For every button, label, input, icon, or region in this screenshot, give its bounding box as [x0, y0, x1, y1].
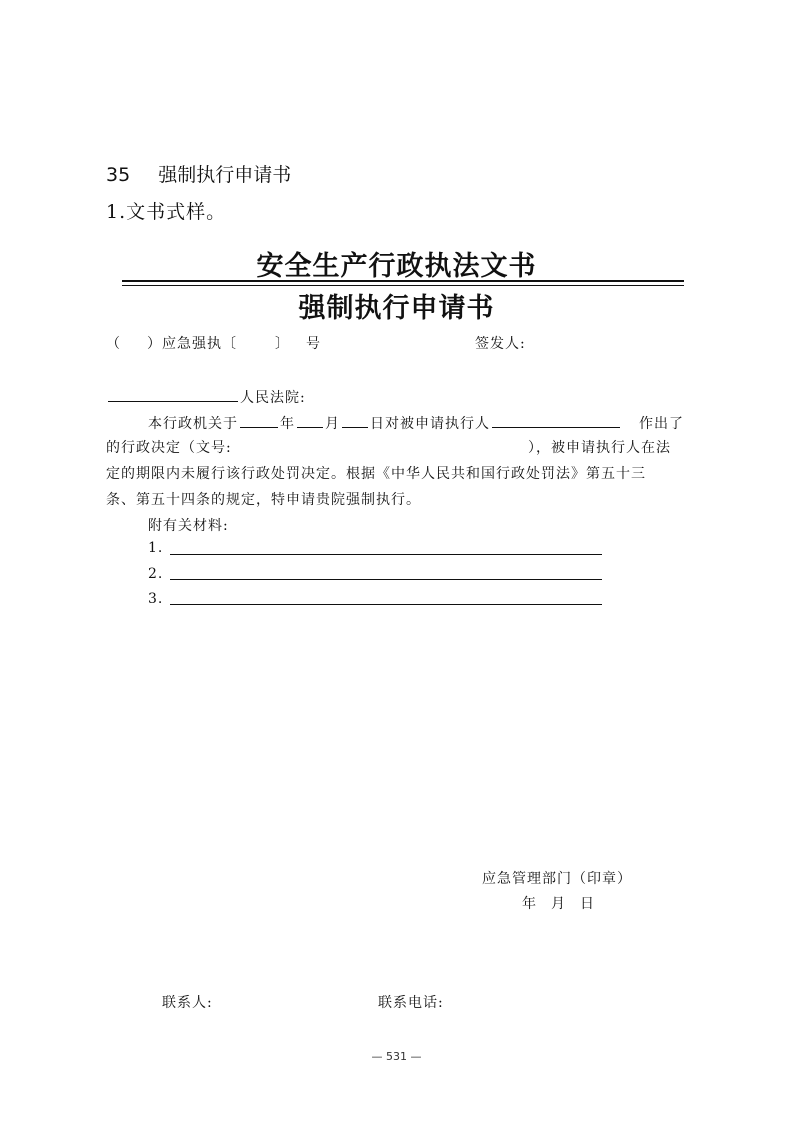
document-title-line-2: 强制执行申请书: [298, 293, 495, 324]
contact-person-label: 联系人:: [162, 995, 213, 1011]
para1-day-text: 日对被申请执行人: [370, 416, 490, 432]
date-year: 年: [522, 896, 537, 912]
subsection-heading: 1.文书式样。: [106, 201, 227, 223]
reference-number: [106, 333, 321, 353]
para-line-4: 条、第五十四条的规定，特申请贵院强制执行。: [106, 492, 421, 508]
para1-month: 月: [325, 416, 340, 432]
ref-open-paren: （: [106, 336, 121, 352]
para-line-2-a: 的行政决定（文号:: [106, 440, 232, 456]
attachment-item-1-line: [170, 554, 602, 555]
ref-close-bracket: 〕: [275, 336, 290, 352]
signature-date: [522, 893, 595, 913]
attachment-item-1-number: 1.: [148, 540, 164, 556]
court-suffix: 人民法院:: [240, 390, 306, 406]
para1-text: 本行政机关于: [148, 416, 238, 432]
ref-hao: 号: [306, 336, 321, 352]
day-blank: [342, 426, 368, 428]
document-title-line-1: 安全生产行政执法文书: [256, 251, 537, 282]
court-addressee: [106, 387, 306, 407]
attachment-item-3-line: [170, 604, 602, 605]
month-blank: [297, 426, 323, 428]
contact-phone-label: 联系电话:: [378, 995, 444, 1011]
attachment-item-2-line: [170, 579, 602, 580]
section-number: 35: [106, 164, 131, 186]
attachments-label: 附有关材料:: [148, 518, 229, 534]
court-name-blank: [108, 400, 238, 402]
date-day: 日: [580, 896, 595, 912]
para1-made: 作出了: [639, 416, 684, 432]
para1-year: 年: [280, 416, 295, 432]
page-number: — 531 —: [371, 1050, 422, 1063]
para-line-1: [148, 413, 622, 433]
signer-label: 签发人:: [475, 336, 526, 352]
date-month: 月: [551, 896, 566, 912]
ref-text: ）应急强执〔: [147, 336, 237, 352]
title-double-rule-top: [122, 280, 684, 282]
attachment-item-3-number: 3.: [148, 591, 164, 607]
section-title: 强制执行申请书: [158, 164, 292, 186]
respondent-blank: [492, 426, 620, 428]
attachment-item-2-number: 2.: [148, 566, 164, 582]
year-blank: [240, 426, 278, 428]
para-line-2-b: ），被申请执行人在法: [528, 440, 671, 456]
para-line-3: 定的期限内未履行该行政处罚决定。根据《中华人民共和国行政处罚法》第五十三: [106, 466, 646, 482]
section-heading: [106, 160, 291, 187]
department-seal-label: 应急管理部门（印章）: [482, 871, 632, 887]
